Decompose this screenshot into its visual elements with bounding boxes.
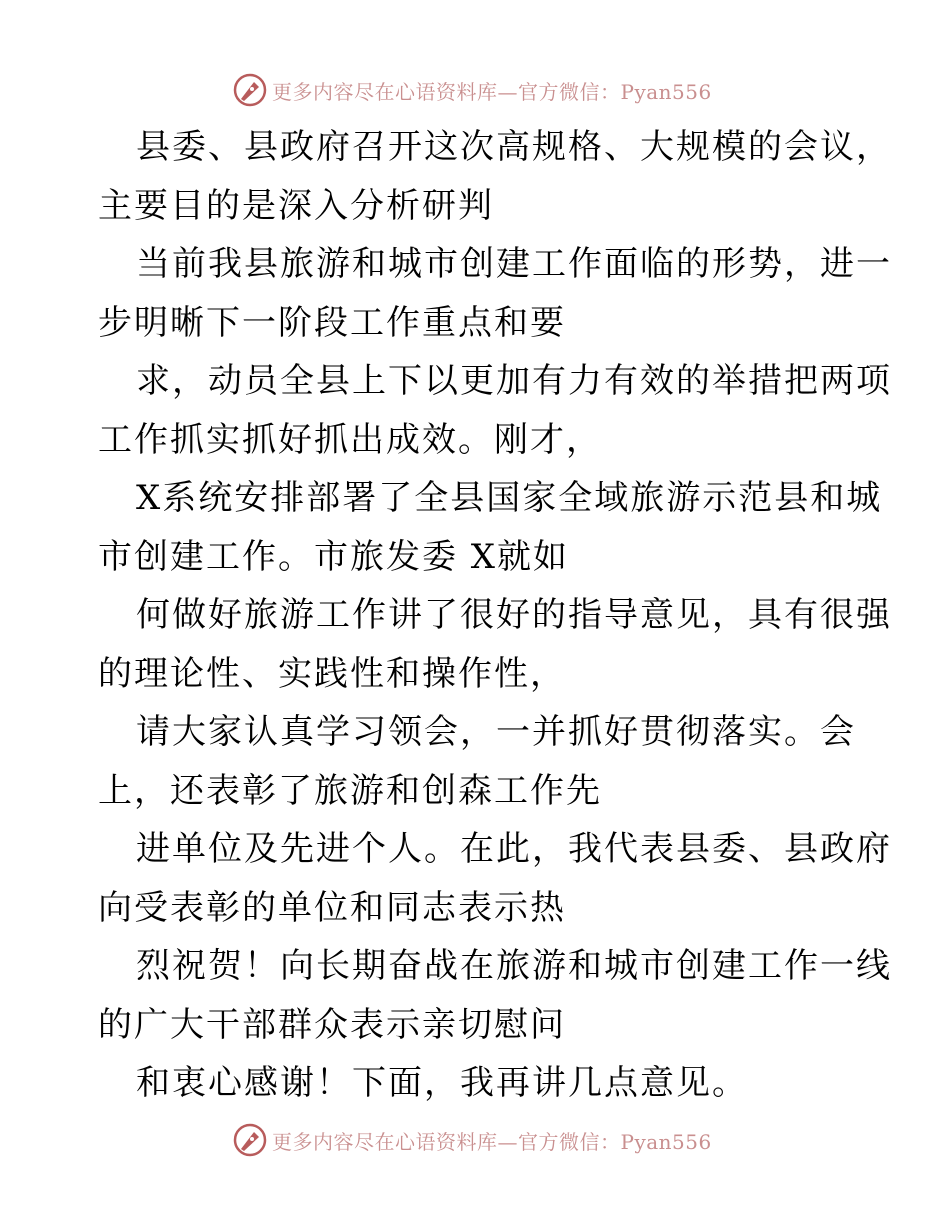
text-line: 当前我县旅游和城市创建工作面临的形势，进一 xyxy=(136,244,892,284)
footer-banner xyxy=(232,1120,712,1160)
text-line: 进单位及先进个人。在此，我代表县委、县政府 xyxy=(136,829,892,869)
text-line: 烈祝贺！向长期奋战在旅游和城市创建工作一线 xyxy=(136,946,892,986)
text-line: 请大家认真学习领会，一并抓好贯彻落实。会 xyxy=(136,712,856,752)
pen-nib-circle-icon xyxy=(232,72,268,108)
document-body xyxy=(98,118,892,1113)
footer-banner-text: 更多内容尽在心语资料库—官方微信：Pyan556 xyxy=(272,1129,712,1154)
text-line: 上，还表彰了旅游和创森工作先 xyxy=(98,770,602,811)
text-line: 主要目的是深入分析研判 xyxy=(98,185,494,226)
header-banner-text: 更多内容尽在心语资料库—官方微信：Pyan556 xyxy=(272,79,712,104)
text-line: 的广大干部群众表示亲切慰问 xyxy=(98,1004,566,1045)
header-banner xyxy=(232,70,712,110)
text-line: 工作抓实抓好抓出成效。刚才， xyxy=(98,419,602,460)
text-line: 的理论性、实践性和操作性， xyxy=(98,653,566,694)
text-line: 和衷心感谢！下面，我再讲几点意见。 xyxy=(136,1063,748,1103)
text-line: 步明晰下一阶段工作重点和要 xyxy=(98,302,566,343)
text-line: 市创建工作。市旅发委 X就如 xyxy=(98,536,570,577)
text-line: X系统安排部署了全县国家全域旅游示范县和城 xyxy=(136,478,883,518)
text-line: 求，动员全县上下以更加有力有效的举措把两项 xyxy=(136,361,892,401)
text-line: 何做好旅游工作讲了很好的指导意见，具有很强 xyxy=(136,595,892,635)
pen-nib-circle-icon xyxy=(232,1122,268,1158)
text-line: 向受表彰的单位和同志表示热 xyxy=(98,887,566,928)
text-line: 县委、县政府召开这次高规格、大规模的会议， xyxy=(136,127,892,167)
